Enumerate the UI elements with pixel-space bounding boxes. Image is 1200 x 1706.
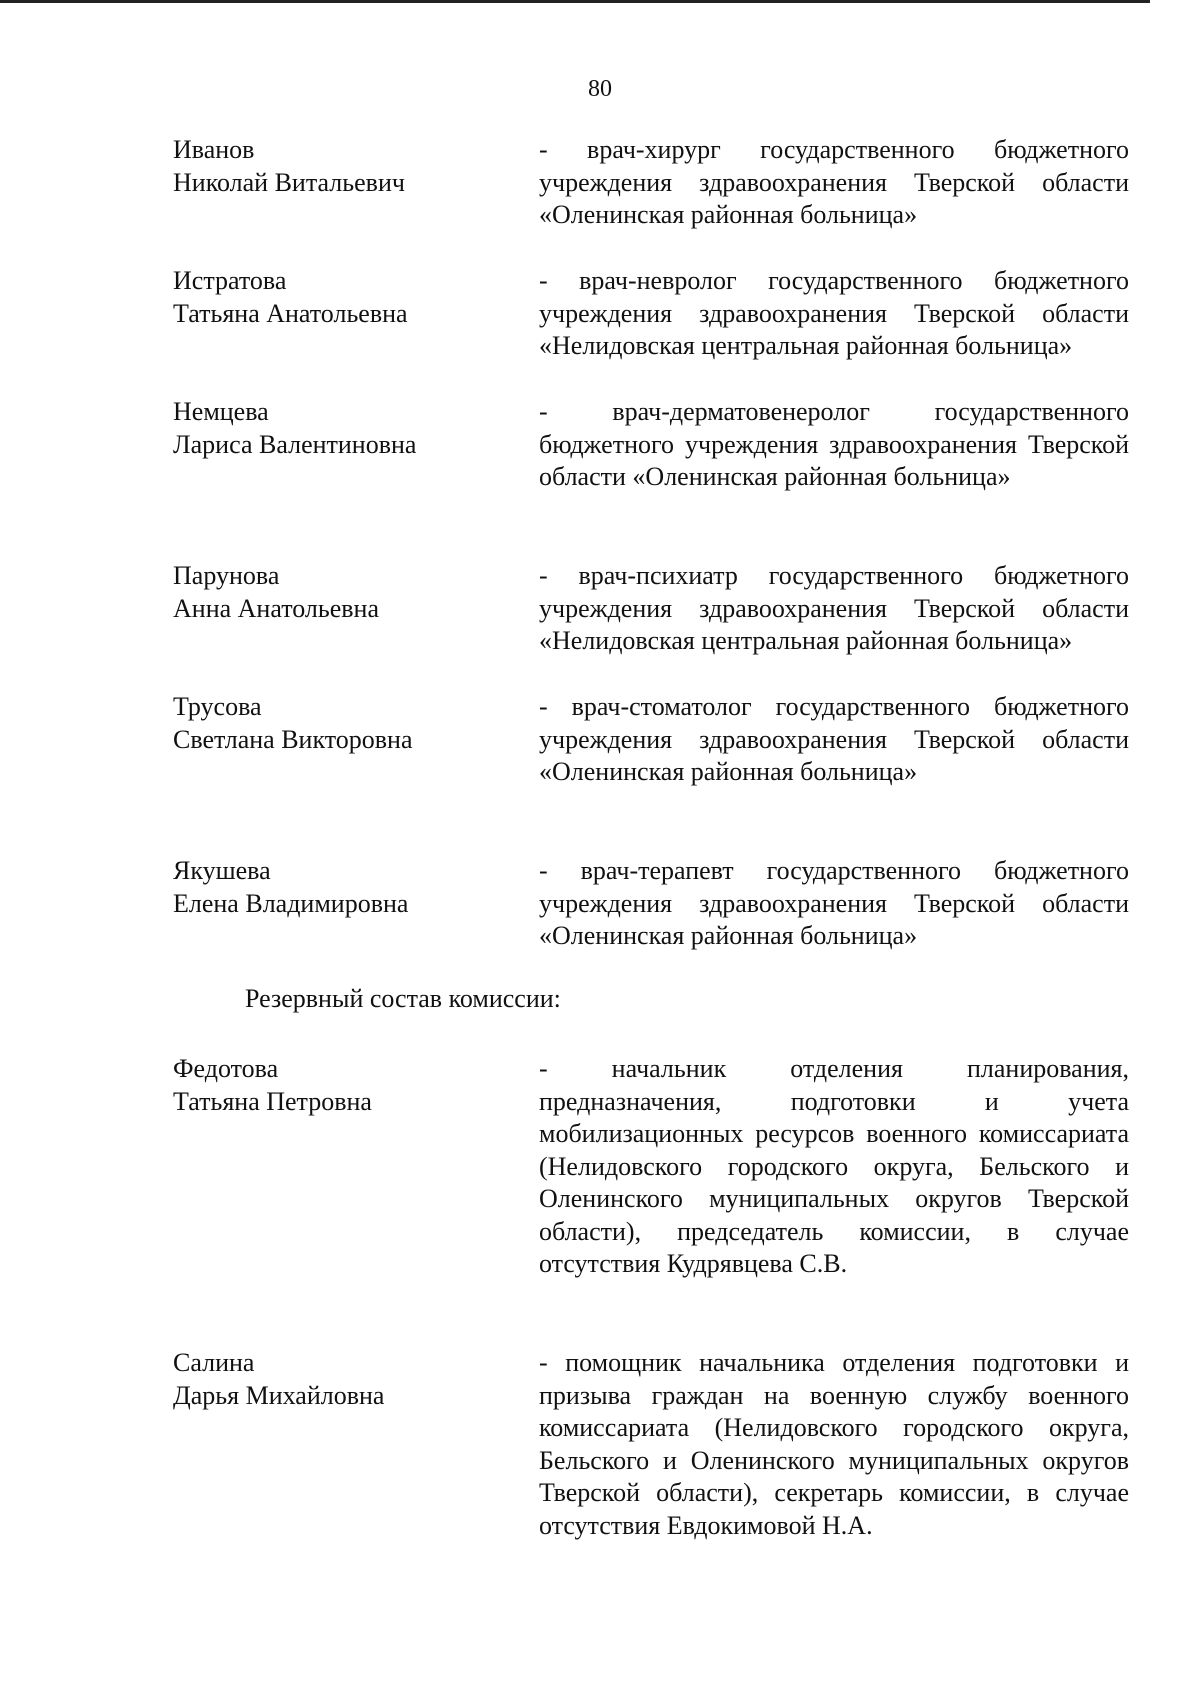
member-given-names: Анна Анатольевна bbox=[173, 593, 379, 623]
member-surname: Якушева bbox=[173, 856, 271, 885]
member-role: - врач-хирург государственного бюджетного учреждения здравоохранения Тверской области «Оленинская районная больница» bbox=[539, 135, 1129, 229]
member-name bbox=[173, 396, 503, 461]
member-surname: Истратова bbox=[173, 266, 287, 295]
member-name bbox=[173, 134, 503, 199]
page-top-border bbox=[0, 0, 1150, 3]
member-role: - начальник отделения планирования, предназначения, подготовки и учета мобилизационных ресурсов военного комиссариата (Нелидовского городского округа, Бельского и Оленинского муниципальных округов Тверской области), председатель комиссии, в случае отсутствия Кудрявцева С.В. bbox=[539, 1054, 1129, 1278]
member-given-names: Светлана Викторовна bbox=[173, 724, 413, 754]
member-role: - помощник начальника отделения подготовки и призыва граждан на военную службу военного комиссариата (Нелидовского городского округа, Бельского и Оленинского муниципальных округов Тверской области), секретарь комиссии, в случае отсутствия Евдокимовой Н.А. bbox=[539, 1348, 1129, 1540]
member-name bbox=[173, 1053, 503, 1118]
member-role: - врач-стоматолог государственного бюджетного учреждения здравоохранения Тверской области «Оленинская районная больница» bbox=[539, 692, 1129, 786]
member-given-names: Лариса Валентиновна bbox=[173, 429, 417, 459]
member-name bbox=[173, 691, 503, 756]
page-number: 80 bbox=[588, 76, 612, 102]
member-surname: Иванов bbox=[173, 135, 255, 164]
member-name bbox=[173, 855, 503, 920]
member-role: - врач-дерматовенеролог государственного бюджетного учреждения здравоохранения Тверской области «Оленинская районная больница» bbox=[539, 397, 1129, 491]
member-role: - врач-невролог государственного бюджетного учреждения здравоохранения Тверской области «Нелидовская центральная районная больница» bbox=[539, 266, 1129, 360]
member-role: - врач-терапевт государственного бюджетного учреждения здравоохранения Тверской области «Оленинская районная больница» bbox=[539, 856, 1129, 950]
member-surname: Трусова bbox=[173, 692, 262, 721]
member-surname: Парунова bbox=[173, 561, 280, 590]
member-name bbox=[173, 560, 503, 625]
member-surname: Салина bbox=[173, 1348, 255, 1377]
member-given-names: Николай Витальевич bbox=[173, 167, 405, 197]
member-name bbox=[173, 265, 503, 330]
member-given-names: Татьяна Петровна bbox=[173, 1086, 372, 1116]
member-surname: Немцева bbox=[173, 397, 269, 426]
member-given-names: Елена Владимировна bbox=[173, 888, 409, 918]
reserve-section-heading: Резервный состав комиссии: bbox=[245, 984, 561, 1013]
member-role: - врач-психиатр государственного бюджетного учреждения здравоохранения Тверской области «Нелидовская центральная районная больница» bbox=[539, 561, 1129, 655]
member-surname: Федотова bbox=[173, 1054, 279, 1083]
member-name bbox=[173, 1347, 503, 1412]
member-given-names: Дарья Михайловна bbox=[173, 1380, 385, 1410]
member-given-names: Татьяна Анатольевна bbox=[173, 298, 408, 328]
